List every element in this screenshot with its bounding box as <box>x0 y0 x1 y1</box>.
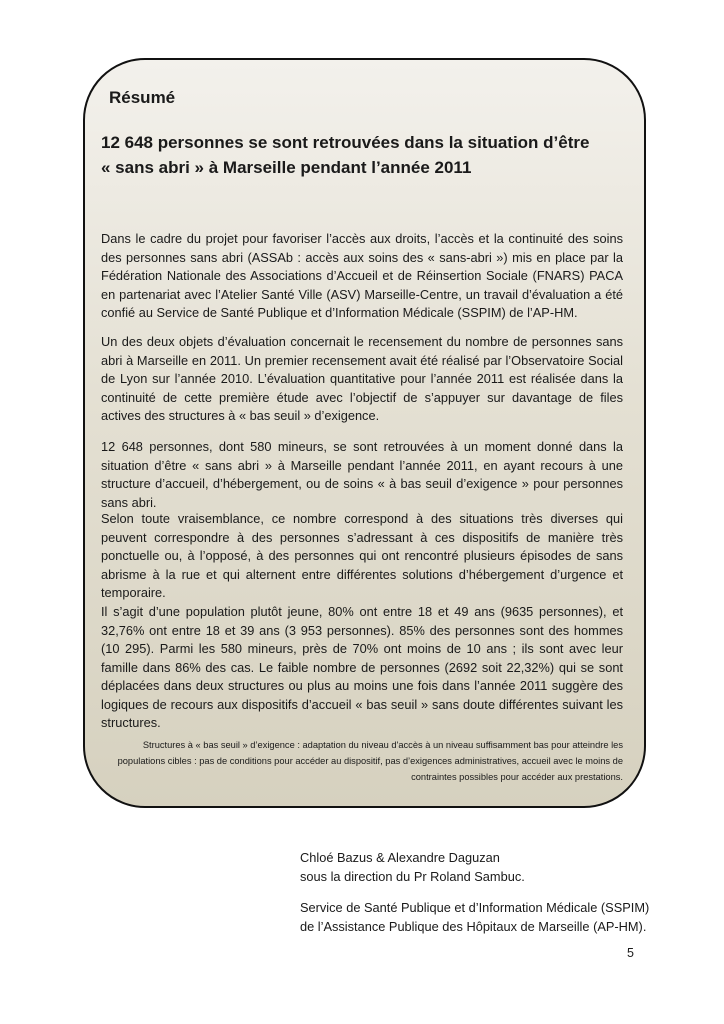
summary-paragraph: 12 648 personnes, dont 580 mineurs, se sont retrouvées à un moment donné dans la situation d’être « sans abri » à Marseille pendant l’année 2011, en ayant recours à une structure d’accueil, d’hébergement, ou de soins « à bas seuil d’exigence » pour personnes sans abri. <box>101 439 623 510</box>
author-supervision: sous la direction du Pr Roland Sambuc. <box>300 869 525 884</box>
summary-title-line: 12 648 personnes se sont retrouvées dans la situation d’être <box>101 133 590 152</box>
summary-paragraph: Dans le cadre du projet pour favoriser l’accès aux droits, l’accès et la continuité des soins des personnes sans abri (ASSAb : accès aux soins des « sans-abri ») mis en place par la Fédération Nationale des Associations d’Accueil et de Réinsertion Sociale (FNARS) PACA en partenariat avec l’Atelier Santé Ville (ASV) Marseille-Centre, un travail d’évaluation a été confié au Service de Santé Publique et d’Information Médicale (SSPIM) de l’AP-HM. <box>101 231 623 320</box>
service-name: Service de Santé Publique et d’Information Médicale (SSPIM) <box>300 900 650 915</box>
summary-paragraph: Selon toute vraisemblance, ce nombre correspond à des situations très diverses qui peuvent correspondre à des personnes s’adressant à ces dispositifs de manière très ponctuelle ou, à l’opposé, à des personnes qui ont rencontré plusieurs épisodes de sans abrisme à la rue et qui alternent entre différentes solutions d’hébergement d’urgence et temporaire. <box>101 511 623 600</box>
summary-title-line: « sans abri » à Marseille pendant l’année 2011 <box>101 158 472 177</box>
footnote: Structures à « bas seuil » d’exigence : adaptation du niveau d'accès à un niveau suffisamment bas pour atteindre les populations cibles : pas de conditions pour accéder au dispositif, pas d’exigences administratives, accueil avec le moins de contraintes possibles pour accéder aux prestations. <box>117 740 623 782</box>
summary-paragraph: Il s’agit d’une population plutôt jeune, 80% ont entre 18 et 49 ans (9635 personnes), et 32,76% ont entre 18 et 39 ans (3 953 personnes). 85% des personnes sont des hommes (10 295). Parmi les 580 mineurs, près de 70% ont moins de 10 ans ; ils sont avec leur famille dans 86% des cas. Le faible nombre de personnes (2692 soit 22,32%) qui se sont déplacées dans deux structures ou plus au moins une fois dans l’année 2011 suggère des logiques de recours aux dispositifs d’accueil « bas seuil » sans doute différentes suivant les structures. <box>101 604 623 730</box>
summary-heading: Résumé <box>109 88 176 107</box>
summary-paragraph: Un des deux objets d’évaluation concernait le recensement du nombre de personnes sans abri à Marseille en 2011. Un premier recensement avait été réalisé par l’Observatoire Social de Lyon sur l’année 2010. L’évaluation quantitative pour l’année 2011 est réalisée dans la continuité de cette première étude avec l’objectif de s’appuyer sur davantage de files actives des structures à « bas seuil » d’exigence. <box>101 334 623 423</box>
author-names: Chloé Bazus & Alexandre Daguzan <box>300 850 500 865</box>
page-number: 5 <box>627 946 634 960</box>
summary-title <box>101 130 641 180</box>
author-block <box>300 848 525 886</box>
service-institution: de l’Assistance Publique des Hôpitaux de Marseille (AP-HM). <box>300 919 647 934</box>
service-block <box>300 898 649 936</box>
